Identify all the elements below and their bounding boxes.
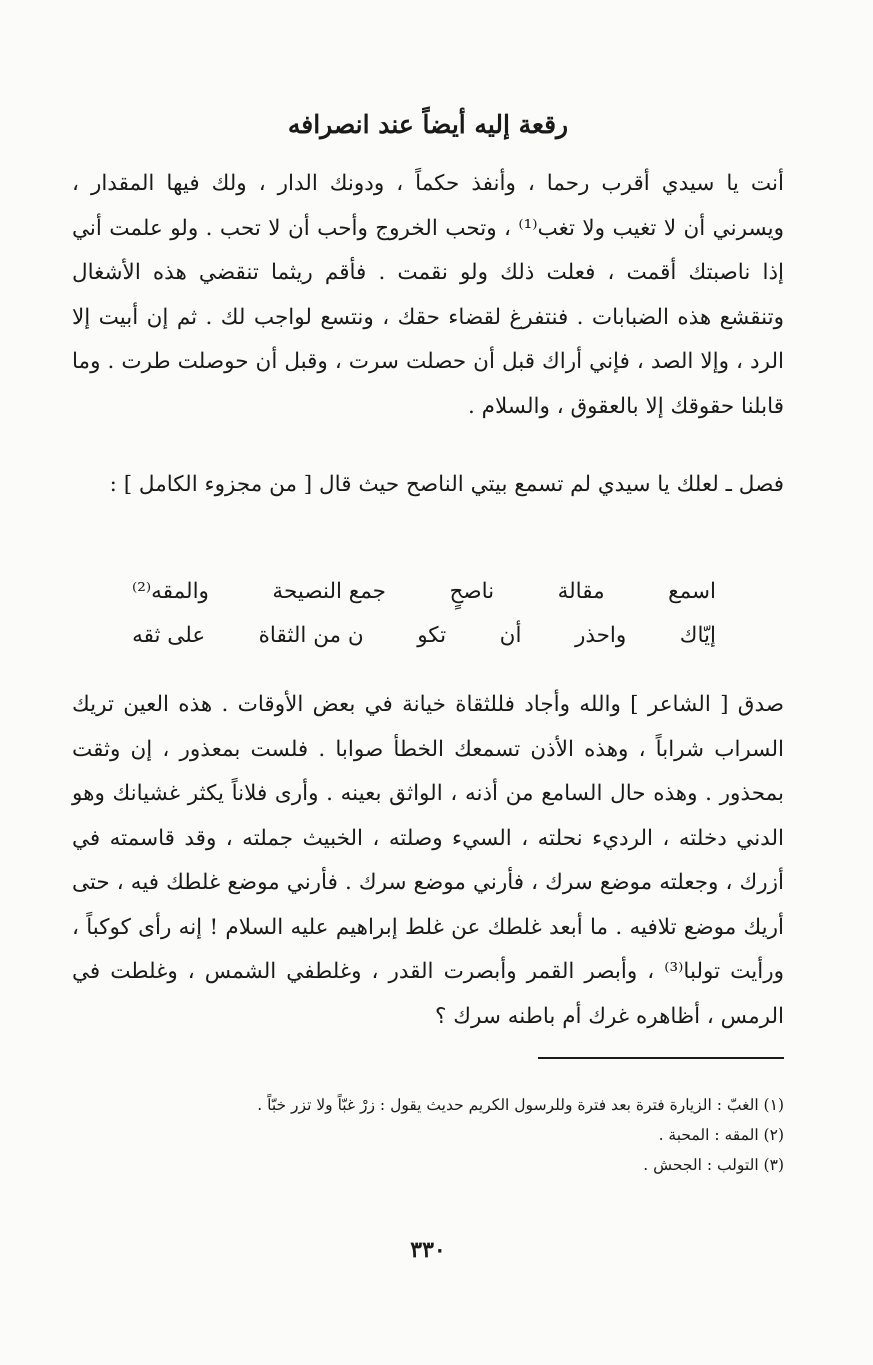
verse-word: مقالة [557,579,605,604]
book-page [72,0,784,1365]
verse-word: اسمع [668,579,716,604]
verse-word: أن [499,623,522,648]
footnote-3: (٣) التولب : الجحش . [643,1156,784,1174]
poem-verse-1 [132,570,716,614]
verse-word: على ثقه [132,623,206,648]
paragraph-2: فصل ـ لعلك يا سيدي لم تسمع بيتي الناصح حيث قال [ من مجزوء الكامل ] : [109,472,784,497]
poem-verse-2 [132,614,716,658]
verse-word: إيّاك [679,623,716,648]
poem [132,570,716,658]
verse-word: ناصحٍ [449,579,495,604]
verse-word: والمقه⁽²⁾ [132,579,209,604]
footnotes [72,1090,784,1180]
footnote-2: (٢) المقه : المحبة . [658,1126,784,1144]
footnote-1: (١) الغبّ : الزيارة فترة بعد فترة وللرسول الكريم حديث يقول : زرْ غبّاً ولا تزر خبّاً . [257,1096,784,1114]
verse-word: واحذر [574,623,627,648]
footnote-divider [538,1057,784,1059]
verse-word: جمع النصيحة [272,579,386,604]
verse-word: تكو [417,623,447,648]
verse-word: ن من الثقاة [258,623,364,648]
paragraph-3: صدق [ الشاعر ] والله وأجاد فللثقاة خيانة في بعض الأوقات . هذه العين تريك السراب شراباً ، وهذه الأذن تسمعك الخطأ صوابا . فلست بمعذور ، إن وثقت بمحذور . وهذه حال السامع من أذنه ، الواثق بعينه . وأرى فلاناً يكثر غشيانك وهو الدني دخلته ، الرديء نحلته ، السيء وصلته ، الخبيث جملته ، وقد قاسمته في أزرك ، وجعلته موضع سرك ، فأرني موضع سرك . فأرني موضع غلطك فيه ، حتى أريك موضع تلافيه . ما أبعد غلطك عن غلط إبراهيم عليه السلام ! إنه رأى كوكباً ، ورأيت تولبا⁽³⁾ ، وأبصر القمر وأبصرت القدر ، وغلطفي الشمس ، وغلطت في الرمس ، أظاهره غرك أم باطنه سرك ؟ [72,692,784,1029]
page-number: ٣٣٠ [410,1237,446,1263]
section-title: رقعة إليه أيضاً عند انصرافه [287,110,569,139]
paragraph-1: أنت يا سيدي أقرب رحما ، وأنفذ حكماً ، ودونك الدار ، ولك فيها المقدار ، ويسرني أن لا تغيب ولا تغب⁽¹⁾ ، وتحب الخروج وأحب أن لا تحب . ولو علمت أني إذا ناصبتك أقمت ، فعلت ذلك ولو نقمت . فأقم ريثما تنقضي هذه الأشغال وتنقشع هذه الضبابات . فنتفرغ لقضاء حقك ، ونتسع لواجب لك . ثم إن أبيت إلا الرد ، وإلا الصد ، فإني أراك قبل أن حصلت سرت ، وقبل أن حوصلت طرت . وما قابلنا حقوقك إلا بالعقوق ، والسلام . [72,171,784,419]
